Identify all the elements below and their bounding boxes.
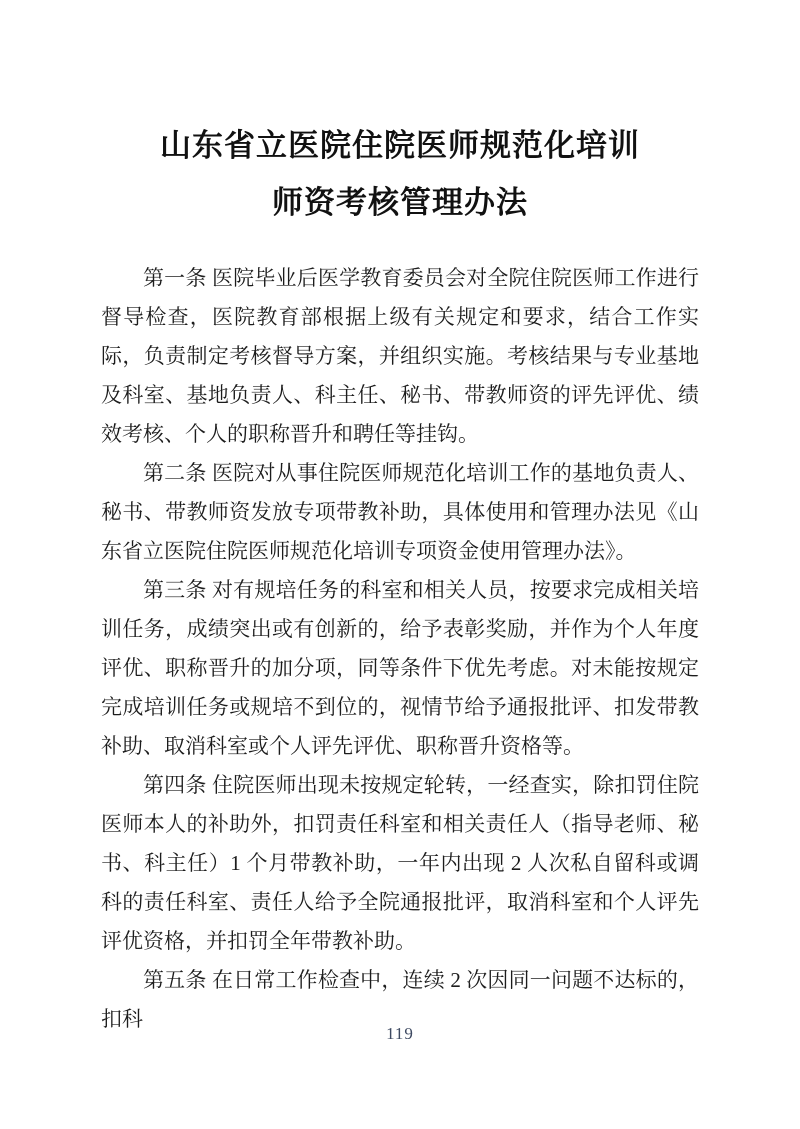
paragraph-article-5: 第五条 在日常工作检查中，连续 2 次因同一问题不达标的，扣科: [101, 968, 699, 1031]
page-number: 119: [386, 1024, 414, 1043]
paragraph-article-4: 第四条 住院医师出现未按规定轮转，一经查实，除扣罚住院医师本人的补助外，扣罚责任科室和相关责任人（指导老师、秘书、科主任）1 个月带教补助，一年内出现 2 人次私自留科或调科的责任科室、责任人给予全院通报批评，取消科室和个人评先评优资格，并扣罚全年带教补助。: [101, 773, 699, 953]
document-title-line1: 山东省立医院住院医师规范化培训: [160, 128, 640, 163]
paragraph-article-2: 第二条 医院对从事住院医师规范化培训工作的基地负责人、秘书、带教师资发放专项带教补助，具体使用和管理办法见《山东省立医院住院医师规范化培训专项资金使用管理办法》。: [101, 461, 699, 563]
document-title-line2: 师资考核管理办法: [272, 185, 528, 220]
paragraph-article-3: 第三条 对有规培任务的科室和相关人员，按要求完成相关培训任务，成绩突出或有创新的，给予表彰奖励，并作为个人年度评优、职称晋升的加分项，同等条件下优先考虑。对未能按规定完成培训任务或规培不到位的，视情节给予通报批评、扣发带教补助、取消科室或个人评先评优、职称晋升资格等。: [101, 578, 699, 758]
paragraph-article-1: 第一条 医院毕业后医学教育委员会对全院住院医师工作进行督导检查，医院教育部根据上级有关规定和要求，结合工作实际，负责制定考核督导方案，并组织实施。考核结果与专业基地及科室、基地负责人、科主任、秘书、带教师资的评先评优、绩效考核、个人的职称晋升和聘任等挂钩。: [101, 266, 699, 446]
document-body: [101, 259, 699, 1039]
